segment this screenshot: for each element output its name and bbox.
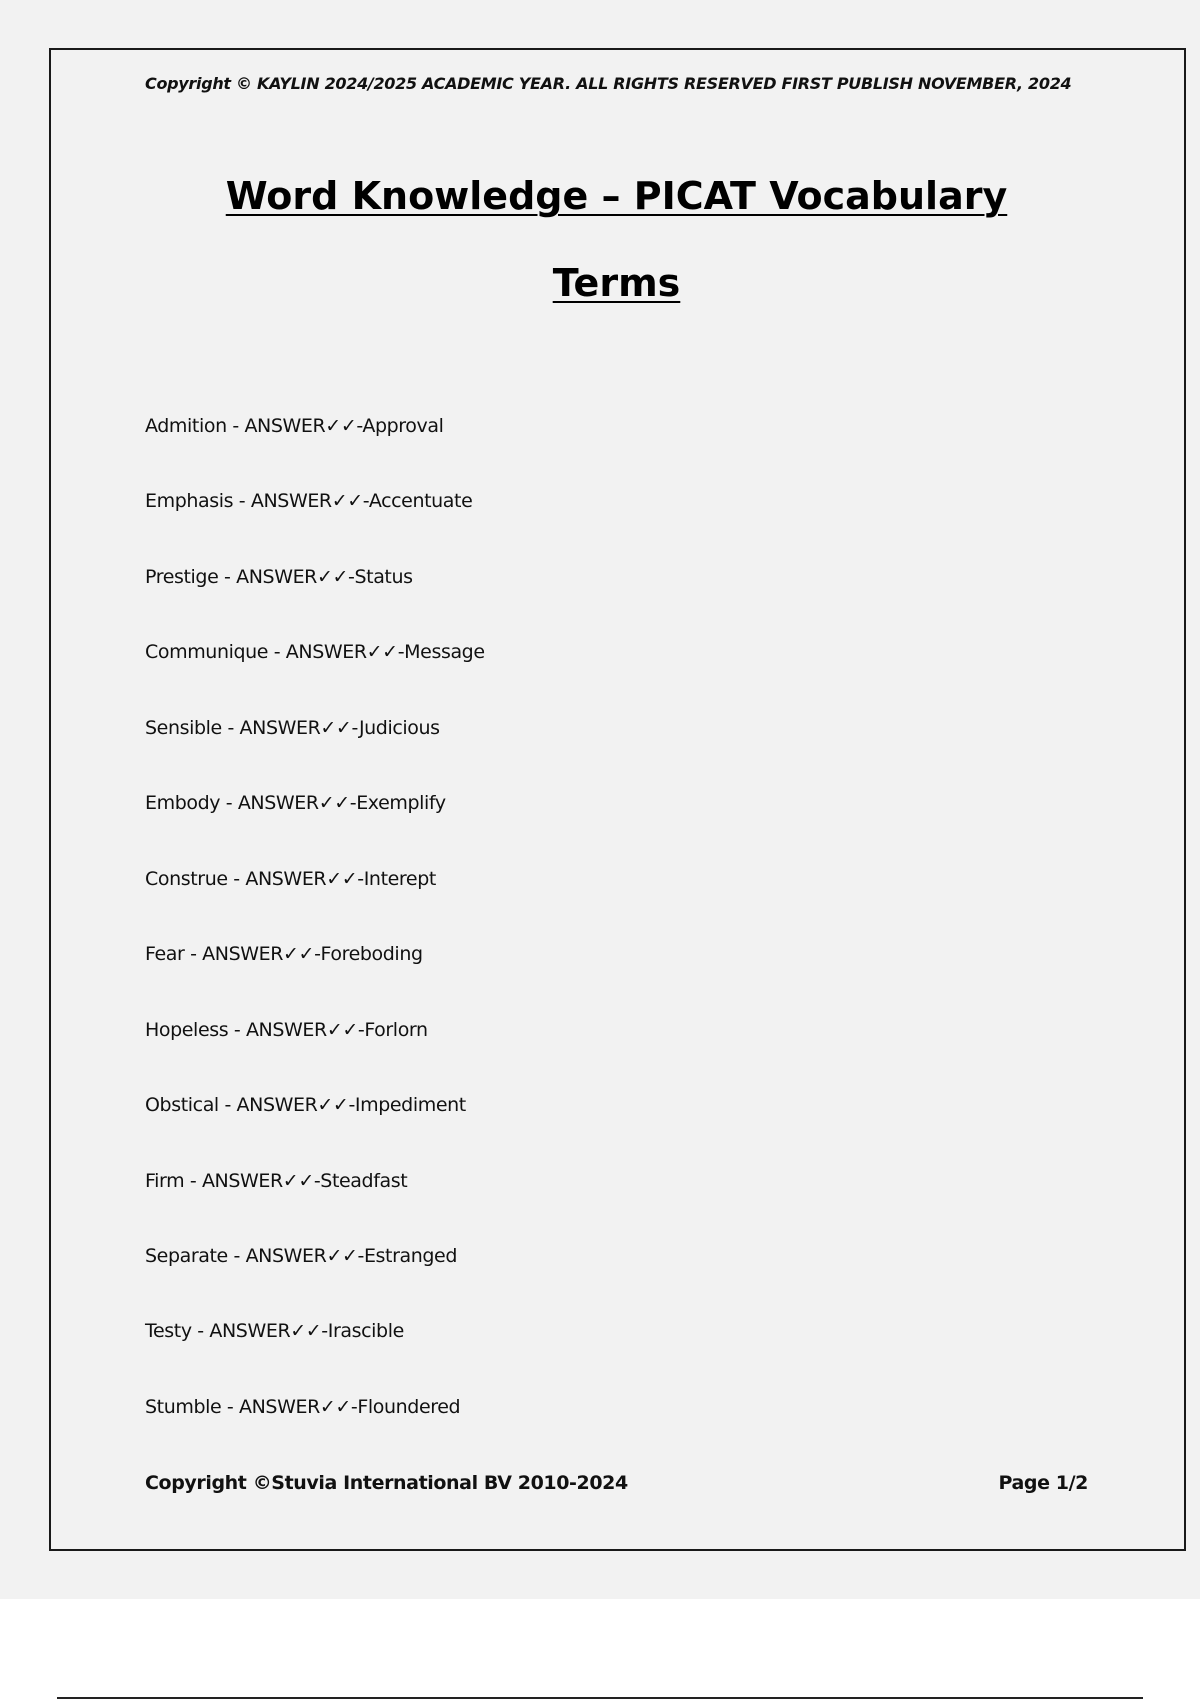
term-item: Communique - ANSWER✓✓-Message	[145, 641, 485, 663]
term-item: Construe - ANSWER✓✓-Interept	[145, 868, 436, 890]
term-item: Stumble - ANSWER✓✓-Floundered	[145, 1396, 461, 1418]
term-item: Embody - ANSWER✓✓-Exemplify	[145, 792, 446, 814]
next-page-divider	[57, 1697, 1143, 1699]
term-item: Testy - ANSWER✓✓-Irascible	[145, 1320, 404, 1342]
page-number: Page 1/2	[998, 1472, 1088, 1494]
term-item: Admition - ANSWER✓✓-Approval	[145, 415, 444, 437]
term-item: Hopeless - ANSWER✓✓-Forlorn	[145, 1019, 428, 1041]
document-title: Word Knowledge – PICAT Vocabulary	[225, 174, 1008, 218]
term-item: Emphasis - ANSWER✓✓-Accentuate	[145, 490, 473, 512]
term-item: Fear - ANSWER✓✓-Foreboding	[145, 943, 423, 965]
term-item: Separate - ANSWER✓✓-Estranged	[145, 1245, 458, 1267]
header-copyright: Copyright © KAYLIN 2024/2025 ACADEMIC YEAR. ALL RIGHTS RESERVED FIRST PUBLISH NOVEMBER, 2024	[145, 74, 1072, 93]
document-title-continued: Terms	[552, 261, 681, 305]
term-item: Firm - ANSWER✓✓-Steadfast	[145, 1170, 408, 1192]
term-item: Obstical - ANSWER✓✓-Impediment	[145, 1094, 466, 1116]
term-item: Prestige - ANSWER✓✓-Status	[145, 566, 413, 588]
term-item: Sensible - ANSWER✓✓-Judicious	[145, 717, 440, 739]
footer-copyright: Copyright ©Stuvia International BV 2010-2024	[145, 1472, 628, 1494]
